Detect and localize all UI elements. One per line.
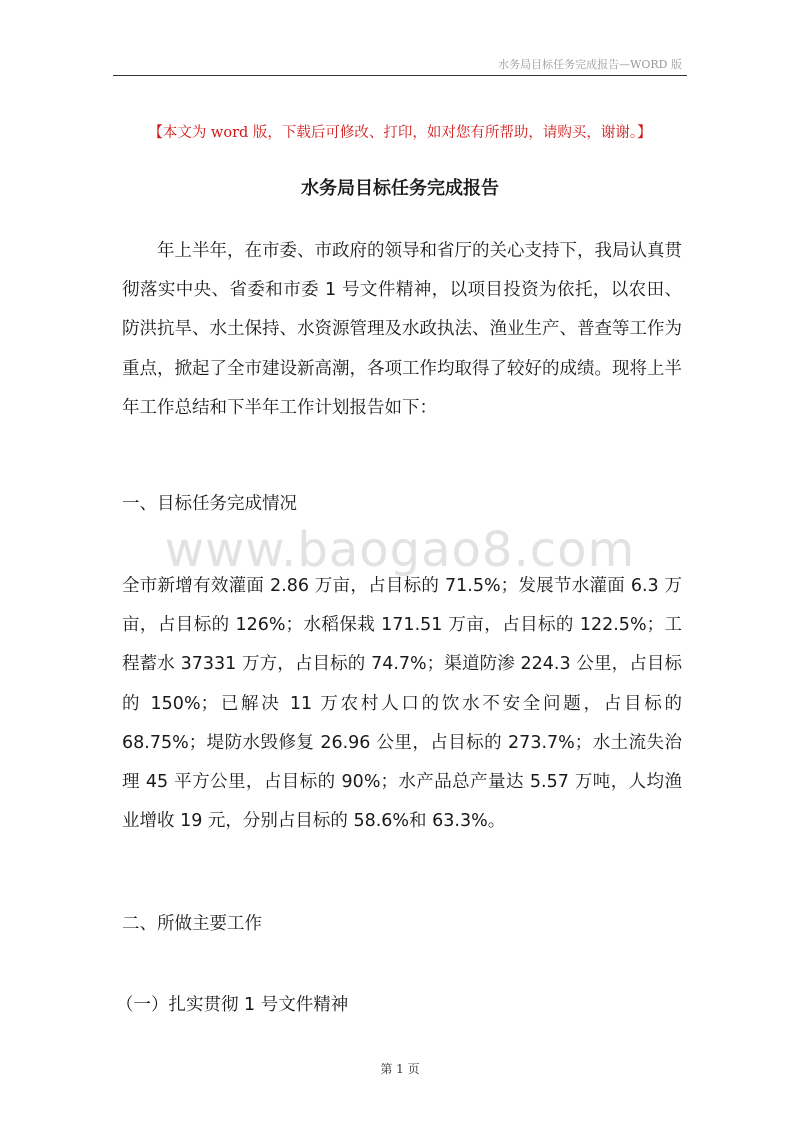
- subsection-heading-1: （一）扎实贯彻 1 号文件精神: [116, 995, 349, 1015]
- section-heading-1: 一、目标任务完成情况: [122, 494, 297, 514]
- header-divider: [113, 75, 687, 76]
- page-number: 第 1 页: [380, 1062, 420, 1076]
- purchase-notice: 【本文为 word 版，下载后可修改、打印，如对您有所帮助，请购买，谢谢。】: [148, 125, 652, 141]
- section-1-paragraph: 全市新增有效灌面 2.86 万亩，占目标的 71.5%；发展节水灌面 6.3 万亩，占目标的 126%；水稻保栽 171.51 万亩，占目标的 122.5%；工程蓄水 37331 万方，占目标的 74.7%；渠道防渗 224.3 公里，占目标的 150%；已解决 11 万农村人口的饮水不安全问题，占目标的 68.75%；堤防水毁修复 26.96 公里，占目标的 273.7%；水土流失治理 45 平方公里，占目标的 90%；水产品总产量达 5.57 万吨，人均渔业增收 19 元，分别占目标的 58.6%和 63.3%。: [122, 576, 682, 832]
- intro-paragraph: 年上半年，在市委、市政府的领导和省厅的关心支持下，我局认真贯彻落实中央、省委和市委 1 号文件精神，以项目投资为依托，以农田、防洪抗旱、水土保持、水资源管理及水政执法、渔业生产、普查等工作为重点，掀起了全市建设新高潮，各项工作均取得了较好的成绩。现将上半年工作总结和下半年工作计划报告如下：: [122, 241, 682, 418]
- document-title: 水务局目标任务完成报告: [301, 178, 499, 199]
- running-header: 水务局目标任务完成报告—WORD 版: [498, 58, 682, 71]
- watermark: www.baogao8.com: [164, 522, 636, 578]
- section-heading-2: 二、所做主要工作: [122, 914, 262, 934]
